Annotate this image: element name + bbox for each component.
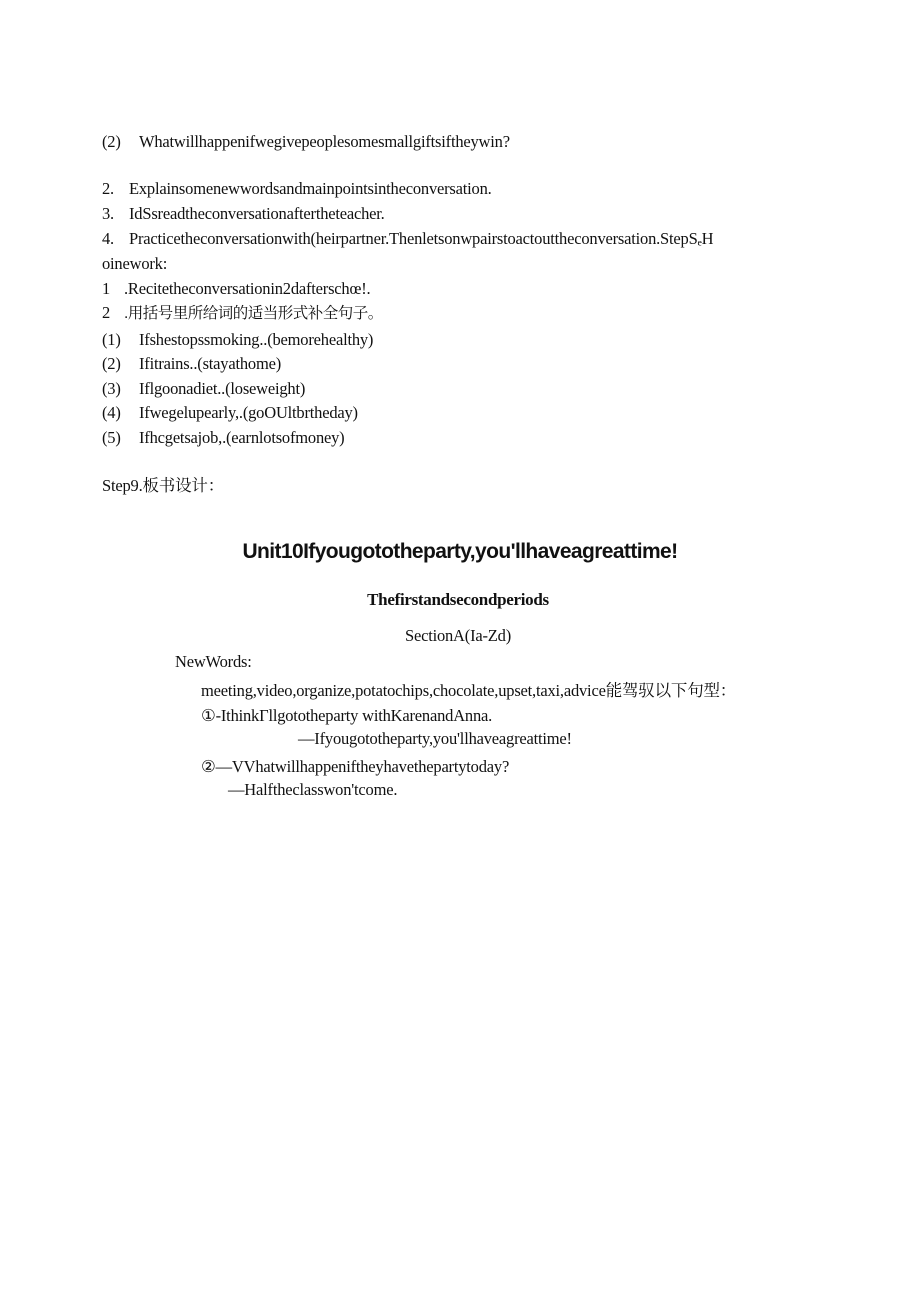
item-text: Ifhcgetsajob,.(earnlotsofmoney)	[139, 428, 345, 447]
exercise-line-1	[102, 330, 373, 350]
item-text: Ifshestopssmoking..(bemorehealthy)	[139, 330, 374, 349]
exercise-line-4	[102, 403, 358, 423]
exercise-line-2	[102, 354, 281, 374]
item-text: Explainsomenewwordsandmainpointsintheconversation.	[129, 179, 492, 198]
item-number: 2.	[102, 179, 114, 198]
step9-heading: Step9.板书设计：	[102, 476, 225, 495]
question-line-2	[102, 132, 510, 152]
item-text: IdSsreadtheconversationaftertheteacher.	[129, 204, 385, 223]
item-number: 4.	[102, 229, 114, 248]
step-line-3	[102, 204, 385, 224]
new-words-list: meeting,video,organize,potatochips,chocolate,upset,taxi,advice能驾驭以下句型：	[201, 681, 737, 700]
item-text: Practicetheconversationwith(heirpartner.Thenletsonwpairstoactouttheconversation.StepSₑH	[129, 229, 714, 248]
item-number: 3.	[102, 204, 114, 223]
item-number: (3)	[102, 379, 121, 398]
item-number: (4)	[102, 403, 121, 422]
board-section: SectionA(Ia-Zd)	[404, 626, 512, 645]
board-subtitle: Thefirstandsecondperiods	[367, 590, 549, 609]
item-text: .用括号里所给词的适当形式补全句子。	[124, 305, 383, 322]
dialogue-2-line-1: ②—VVhatwillhappeniftheyhavethepartytoday?	[201, 757, 510, 776]
item-text: Ifitrains..(stayathome)	[139, 354, 282, 373]
homework-line-2	[102, 303, 383, 324]
item-number: (5)	[102, 428, 121, 447]
dialogue-2-line-2: —Halftheclasswon'tcome.	[228, 780, 398, 799]
new-words-label: NewWords:	[175, 652, 252, 671]
item-text: Whatwillhappenifwegivepeoplesomesmallgiftsiftheywin?	[139, 132, 510, 151]
item-number: 1	[102, 279, 111, 298]
dialogue-1-line-1: ①-IthinkΓllgototheparty withKarenandAnna.	[201, 706, 493, 725]
dialogue-1-line-2: —Ifyougototheparty,you'llhaveagreattime!	[298, 729, 572, 748]
item-number: (2)	[102, 132, 121, 151]
step-line-4	[102, 229, 713, 249]
item-number: 2	[102, 303, 111, 322]
item-text: .Recitetheconversationin2dafterschœ!.	[124, 279, 371, 298]
item-number: (2)	[102, 354, 121, 373]
item-number: (1)	[102, 330, 121, 349]
board-title: Unit10Ifyougototheparty,you'llhaveagreattime!	[242, 540, 678, 563]
item-text: Iflgoonadiet..(loseweight)	[139, 379, 306, 398]
step-line-4-continued: oinework:	[102, 254, 168, 273]
exercise-line-3	[102, 379, 305, 399]
exercise-line-5	[102, 428, 344, 448]
item-text: Ifwegelupearly,.(goOUltbrtheday)	[139, 403, 358, 422]
homework-line-1	[102, 279, 370, 299]
step-line-2	[102, 179, 492, 199]
